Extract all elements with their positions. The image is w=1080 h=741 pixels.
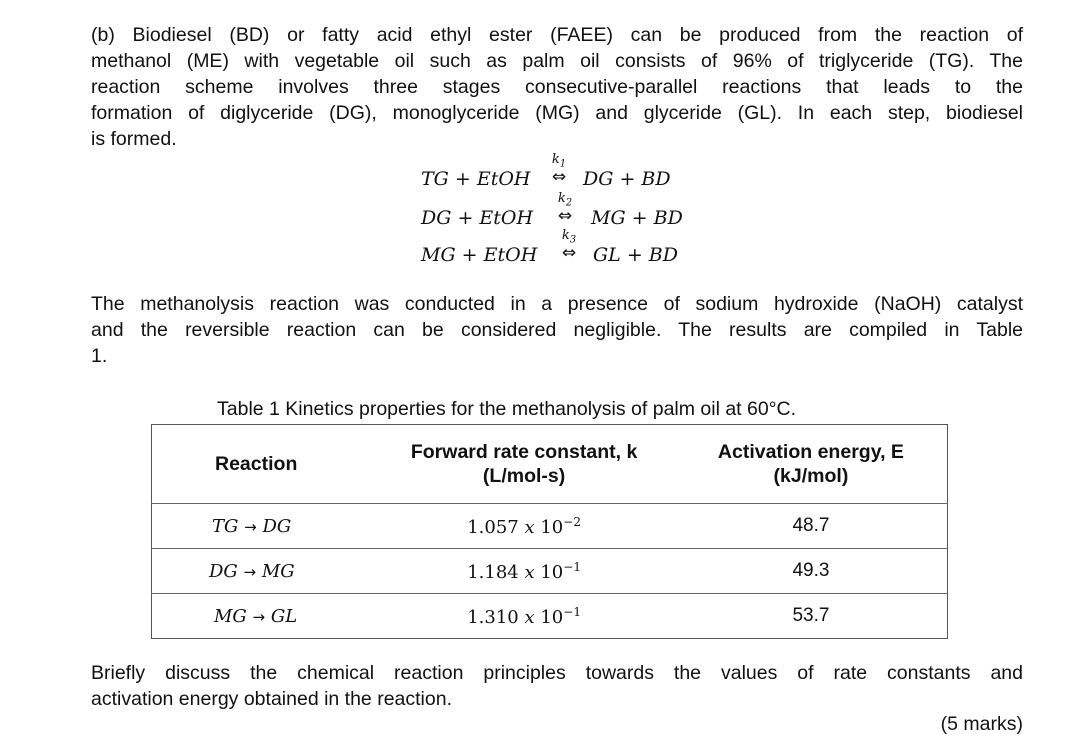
marks-label: (5 marks) — [940, 713, 1023, 735]
header-rate-constant: Forward rate constant, k (L/mol-s) — [373, 425, 675, 504]
equation-products: GL + BD — [593, 244, 678, 266]
table-row — [152, 549, 948, 594]
activation-energy-cell: 53.7 — [792, 605, 830, 626]
intro-paragraph — [91, 22, 1023, 152]
equilibrium-arrow-icon: ⇔ — [557, 206, 573, 226]
header-reaction: Reaction — [152, 425, 374, 504]
kinetics-table — [151, 424, 948, 639]
rate-constant-label: $k_3$ — [561, 228, 577, 246]
question-line: Briefly discuss the chemical reaction principles towards the values of rate constants and — [91, 662, 1023, 684]
equation-reactants: MG + EtOH — [421, 244, 538, 266]
header-activation-energy: Activation energy, E (kJ/mol) — [675, 425, 948, 504]
reaction-cell: MG → GL — [214, 605, 298, 627]
reaction-cell: DG → MG — [152, 549, 374, 594]
question-line: activation energy obtained in the reaction. — [91, 688, 452, 710]
equation-reactants: DG + EtOH — [421, 207, 534, 229]
activation-energy-cell: 49.3 — [675, 549, 948, 594]
equation-1 — [421, 152, 721, 190]
rate-constant-cell: 1.184 x $10^{-1}$ — [373, 549, 675, 594]
question-paragraph — [91, 660, 1023, 712]
equilibrium-arrow-icon: ⇔ — [561, 243, 577, 263]
table-header-row — [152, 425, 948, 504]
equation-reactants: TG + EtOH — [421, 168, 531, 190]
intro-line: (b) Biodiesel (BD) or fatty acid ethyl ester (FAEE) can be produced from the reaction of — [91, 24, 1023, 46]
table-caption: Table 1 Kinetics properties for the methanolysis of palm oil at 60°C. — [217, 398, 797, 420]
table-row — [152, 594, 948, 639]
rate-constant-label: $k_2$ — [557, 191, 573, 209]
intro-line: is formed. — [91, 128, 177, 150]
equation-3 — [421, 228, 721, 266]
rate-constant-label: $k_1$ — [551, 152, 567, 170]
intro-line: methanol (ME) with vegetable oil such as palm oil consists of 96% of triglyceride (TG). The — [91, 50, 1023, 72]
rate-constant-cell: 1.057 x $10^{-2}$ — [373, 504, 675, 549]
table-row — [152, 504, 948, 549]
equation-2 — [421, 191, 721, 229]
equilibrium-arrow-icon: ⇔ — [551, 167, 567, 187]
methanolysis-line: The methanolysis reaction was conducted in a presence of sodium hydroxide (NaOH) catalyst — [91, 293, 1023, 315]
reaction-cell: TG → DG — [152, 504, 374, 549]
activation-energy-cell: 48.7 — [675, 504, 948, 549]
equation-products: MG + BD — [591, 207, 683, 229]
intro-line: formation of diglyceride (DG), monoglyceride (MG) and glyceride (GL). In each step, biodiesel — [91, 102, 1023, 124]
methanolysis-paragraph — [91, 291, 1023, 369]
methanolysis-line: and the reversible reaction can be considered negligible. The results are compiled in Table — [91, 319, 1023, 341]
equation-products: DG + BD — [583, 168, 671, 190]
rate-constant-cell: 1.310 x $10^{-1}$ — [467, 604, 581, 628]
methanolysis-line: 1. — [91, 345, 108, 367]
intro-line: reaction scheme involves three stages consecutive-parallel reactions that leads to the — [91, 76, 1023, 98]
